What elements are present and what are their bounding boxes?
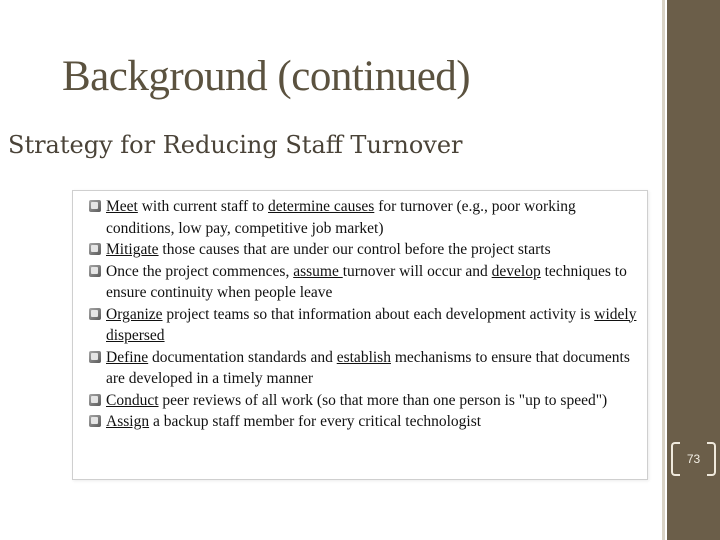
checkbox-square-icon	[89, 394, 101, 406]
bullet-keyword: determine causes	[268, 198, 375, 215]
bullet-text: techniques to ensure continuity when people leave	[106, 262, 627, 301]
checkbox-square-icon	[89, 308, 101, 320]
bullet-text: peer reviews of all work (so that more than one person is "up to speed")	[158, 391, 608, 409]
bullet-keyword: Mitigate	[106, 241, 159, 258]
checkbox-square-icon	[89, 200, 101, 212]
bullet-item	[89, 390, 637, 412]
page-number: 73	[686, 452, 701, 466]
bullet-item	[89, 411, 637, 433]
bullet-keyword: Meet	[106, 198, 138, 215]
checkbox-square-icon	[89, 265, 101, 277]
slide-title: Background (continued)	[62, 53, 471, 100]
checkbox-square-icon	[89, 351, 101, 363]
bullet-item	[89, 347, 637, 390]
bullet-text: those causes that are under our control before the project starts	[158, 241, 551, 258]
bullet-keyword: Assign	[106, 413, 150, 430]
bullet-text: turnover will occur and	[342, 262, 492, 280]
bullet-item	[89, 196, 637, 239]
bullet-item	[89, 304, 637, 347]
bullet-keyword: develop	[491, 262, 541, 280]
bullet-keyword: assume	[293, 262, 343, 280]
bullet-text: mechanisms to ensure that documents are developed in a timely manner	[106, 348, 630, 387]
bullet-text: for turnover (e.g., poor working conditions, low pay, competitive job market)	[106, 198, 576, 237]
sidebar-divider	[662, 0, 665, 540]
bullet-keyword: widely dispersed	[106, 305, 637, 344]
bullet-keyword: Define	[106, 348, 149, 366]
bullet-text: project teams so that information about each development activity is	[162, 305, 595, 323]
bullet-keyword: Conduct	[106, 391, 159, 409]
bullet-text: with current staff to	[137, 198, 268, 215]
bullet-item	[89, 239, 637, 261]
checkbox-square-icon	[89, 415, 101, 427]
bullet-list	[89, 196, 637, 433]
slide-subtitle: Strategy for Reducing Staff Turnover	[8, 131, 463, 159]
bullet-text: documentation standards and	[148, 348, 337, 366]
bullet-item	[89, 261, 637, 304]
page-number-badge	[671, 440, 716, 478]
bullet-keyword: establish	[336, 348, 391, 366]
bullet-text: a backup staff member for every critical technologist	[149, 413, 482, 430]
checkbox-square-icon	[89, 243, 101, 255]
bullet-text: Once the project commences,	[106, 262, 294, 280]
bullet-keyword: Organize	[106, 305, 163, 323]
